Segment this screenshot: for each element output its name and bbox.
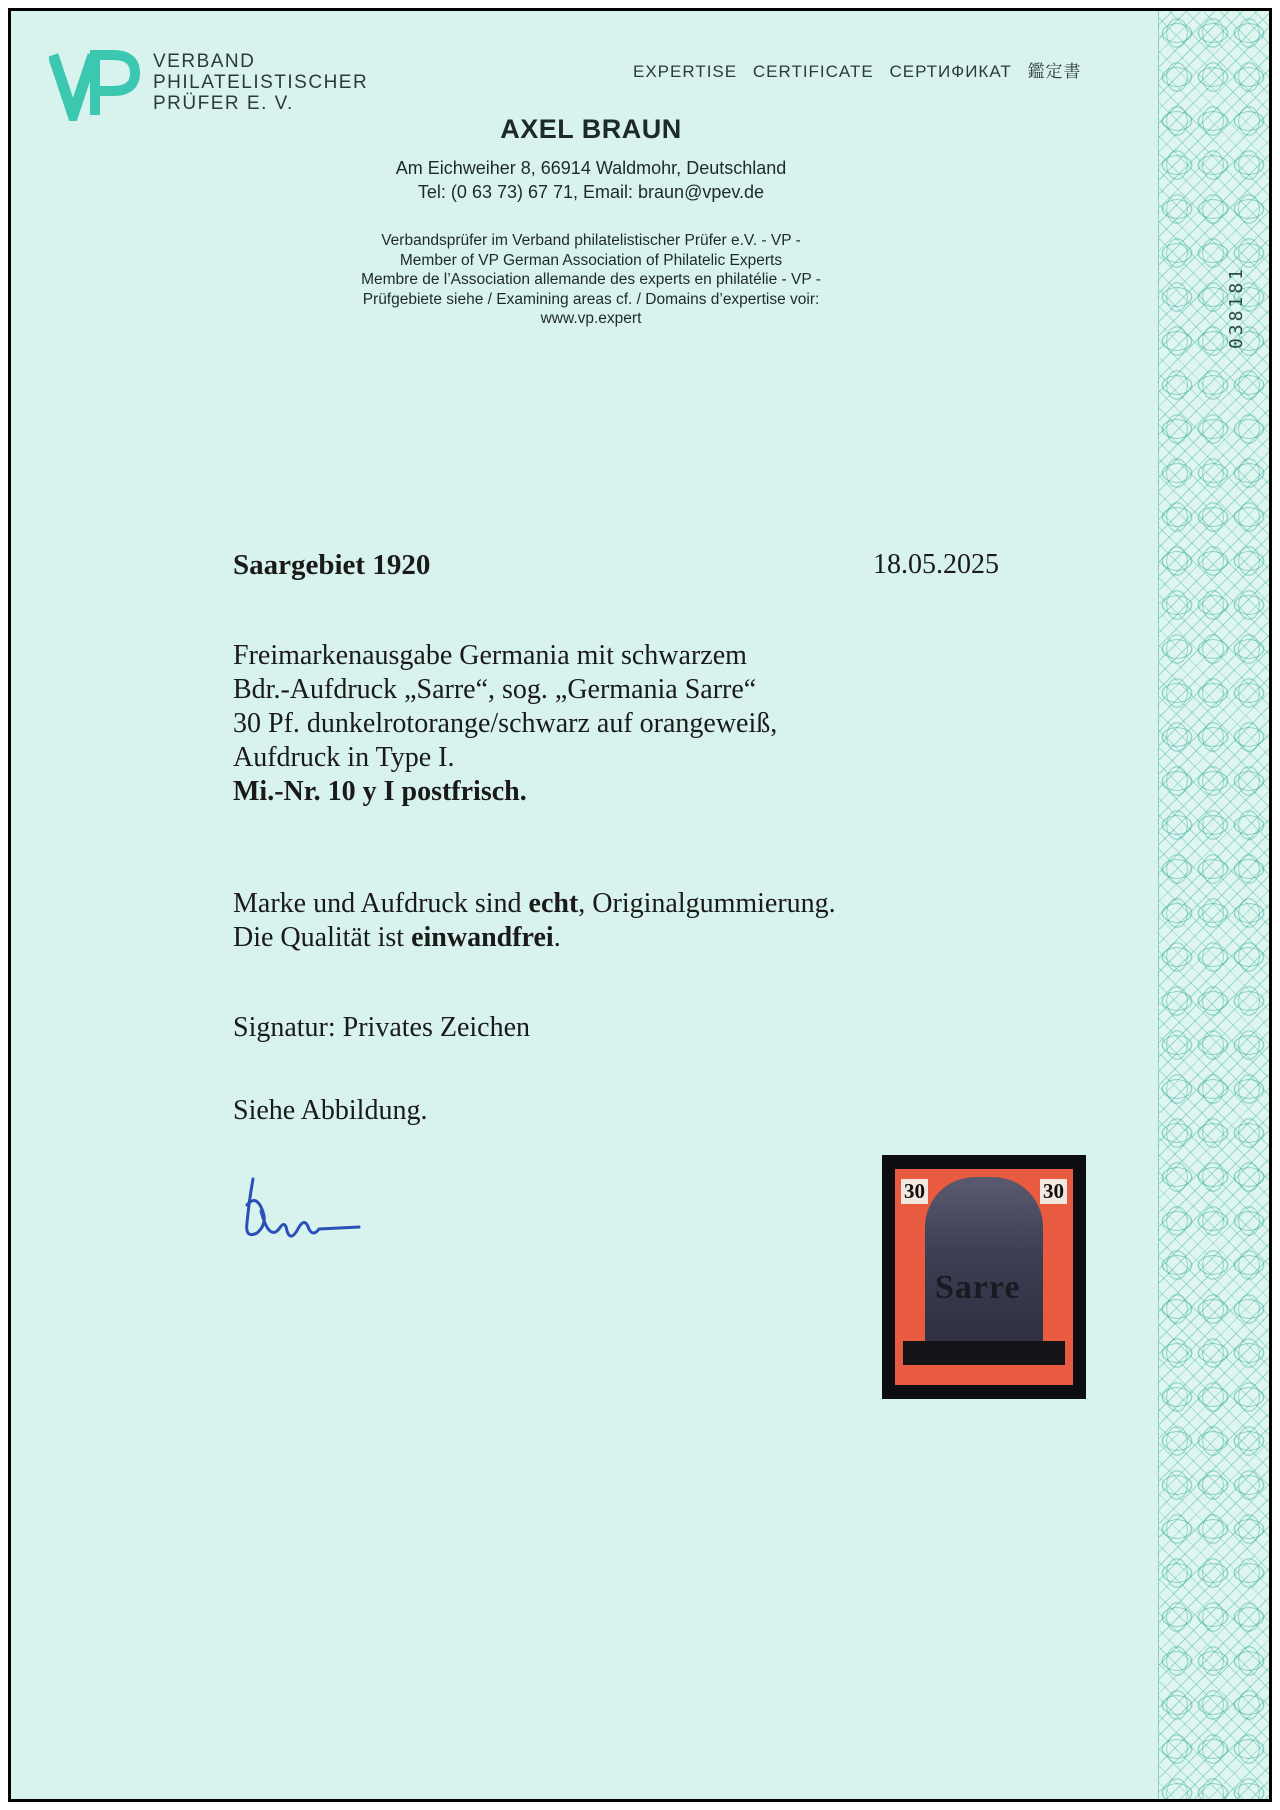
membership-line: Member of VP German Association of Philatelic Experts <box>399 251 783 269</box>
description-line: Aufdruck in Type I. <box>233 742 455 773</box>
verdict-text: Marke und Aufdruck sind <box>233 888 529 919</box>
germania-portrait <box>925 1177 1043 1357</box>
title-ru: СЕРТИФИКАТ <box>889 62 1012 81</box>
stamp-image <box>882 1155 1086 1399</box>
stamp-value-left: 30 <box>901 1179 928 1204</box>
verdict-line-1 <box>233 887 836 921</box>
association-line: VERBAND <box>153 51 256 72</box>
guilloche-border <box>1158 11 1269 1799</box>
verdict-quality: einwandfrei <box>411 922 554 953</box>
certificate-body <box>233 549 1133 1126</box>
serial-number: 038181 <box>1226 266 1247 350</box>
membership-line: Verbandsprüfer im Verband philatelistischer Prüfer e.V. - VP - <box>381 232 801 249</box>
certificate-frame <box>8 8 1272 1802</box>
association-name <box>153 51 368 114</box>
title-ja: 鑑定書 <box>1027 62 1082 81</box>
certificate-date: 18.05.2025 <box>873 549 999 580</box>
membership-line: Membre de l’Association allemande des experts en philatélie - VP - <box>361 271 821 288</box>
vp-logo-icon <box>49 49 141 121</box>
stamp-bottom-bar <box>903 1341 1065 1365</box>
description-line: Bdr.-Aufdruck „Sarre“, sog. „Germania Sarre“ <box>233 674 757 705</box>
description-line: Freimarkenausgabe Germania mit schwarzem <box>233 640 747 671</box>
expert-address: Am Eichweiher 8, 66914 Waldmohr, Deutschland <box>395 158 787 178</box>
verdict-line-2 <box>233 921 836 955</box>
stamp-overprint: Sarre <box>935 1269 1021 1306</box>
association-line: PHILATELISTISCHER <box>153 72 369 93</box>
association-line: PRÜFER E. V. <box>153 93 294 114</box>
membership-block <box>11 231 1171 329</box>
handwritten-signature <box>239 1171 369 1251</box>
verdict-text: , Originalgummierung. <box>578 888 836 919</box>
title-en: CERTIFICATE <box>752 62 874 81</box>
catalog-number: Mi.-Nr. 10 y I postfrisch. <box>233 776 527 807</box>
title-de: EXPERTISE <box>633 62 738 81</box>
website-link[interactable]: www.vp.expert <box>540 310 642 327</box>
description-line: 30 Pf. dunkelrotorange/schwarz auf orangeweiß, <box>233 708 778 739</box>
collecting-area: Saargebiet 1920 <box>233 549 431 581</box>
expert-contact: Tel: (0 63 73) 67 71, Email: braun@vpev.de <box>417 182 765 202</box>
verdict-genuine: echt <box>528 888 579 919</box>
verdict-text: Die Qualität ist <box>233 922 412 953</box>
verdict-text: . <box>553 922 561 953</box>
expert-address-block <box>11 156 1171 204</box>
membership-line: Prüfgebiete siehe / Examining areas cf. / Domains d’expertise voir: <box>362 290 820 308</box>
verdict-block <box>233 887 836 955</box>
signature-note: Signatur: Privates Zeichen <box>233 1012 531 1043</box>
description-block <box>233 639 777 809</box>
stamp-value-right: 30 <box>1040 1179 1067 1204</box>
stamp-frame <box>895 1169 1073 1385</box>
certificate-paper <box>11 11 1171 1799</box>
heading-row <box>233 549 1133 589</box>
expert-name: AXEL BRAUN <box>500 114 682 144</box>
see-image-note: Siehe Abbildung. <box>233 1095 428 1126</box>
certificate-titles <box>633 57 1091 82</box>
